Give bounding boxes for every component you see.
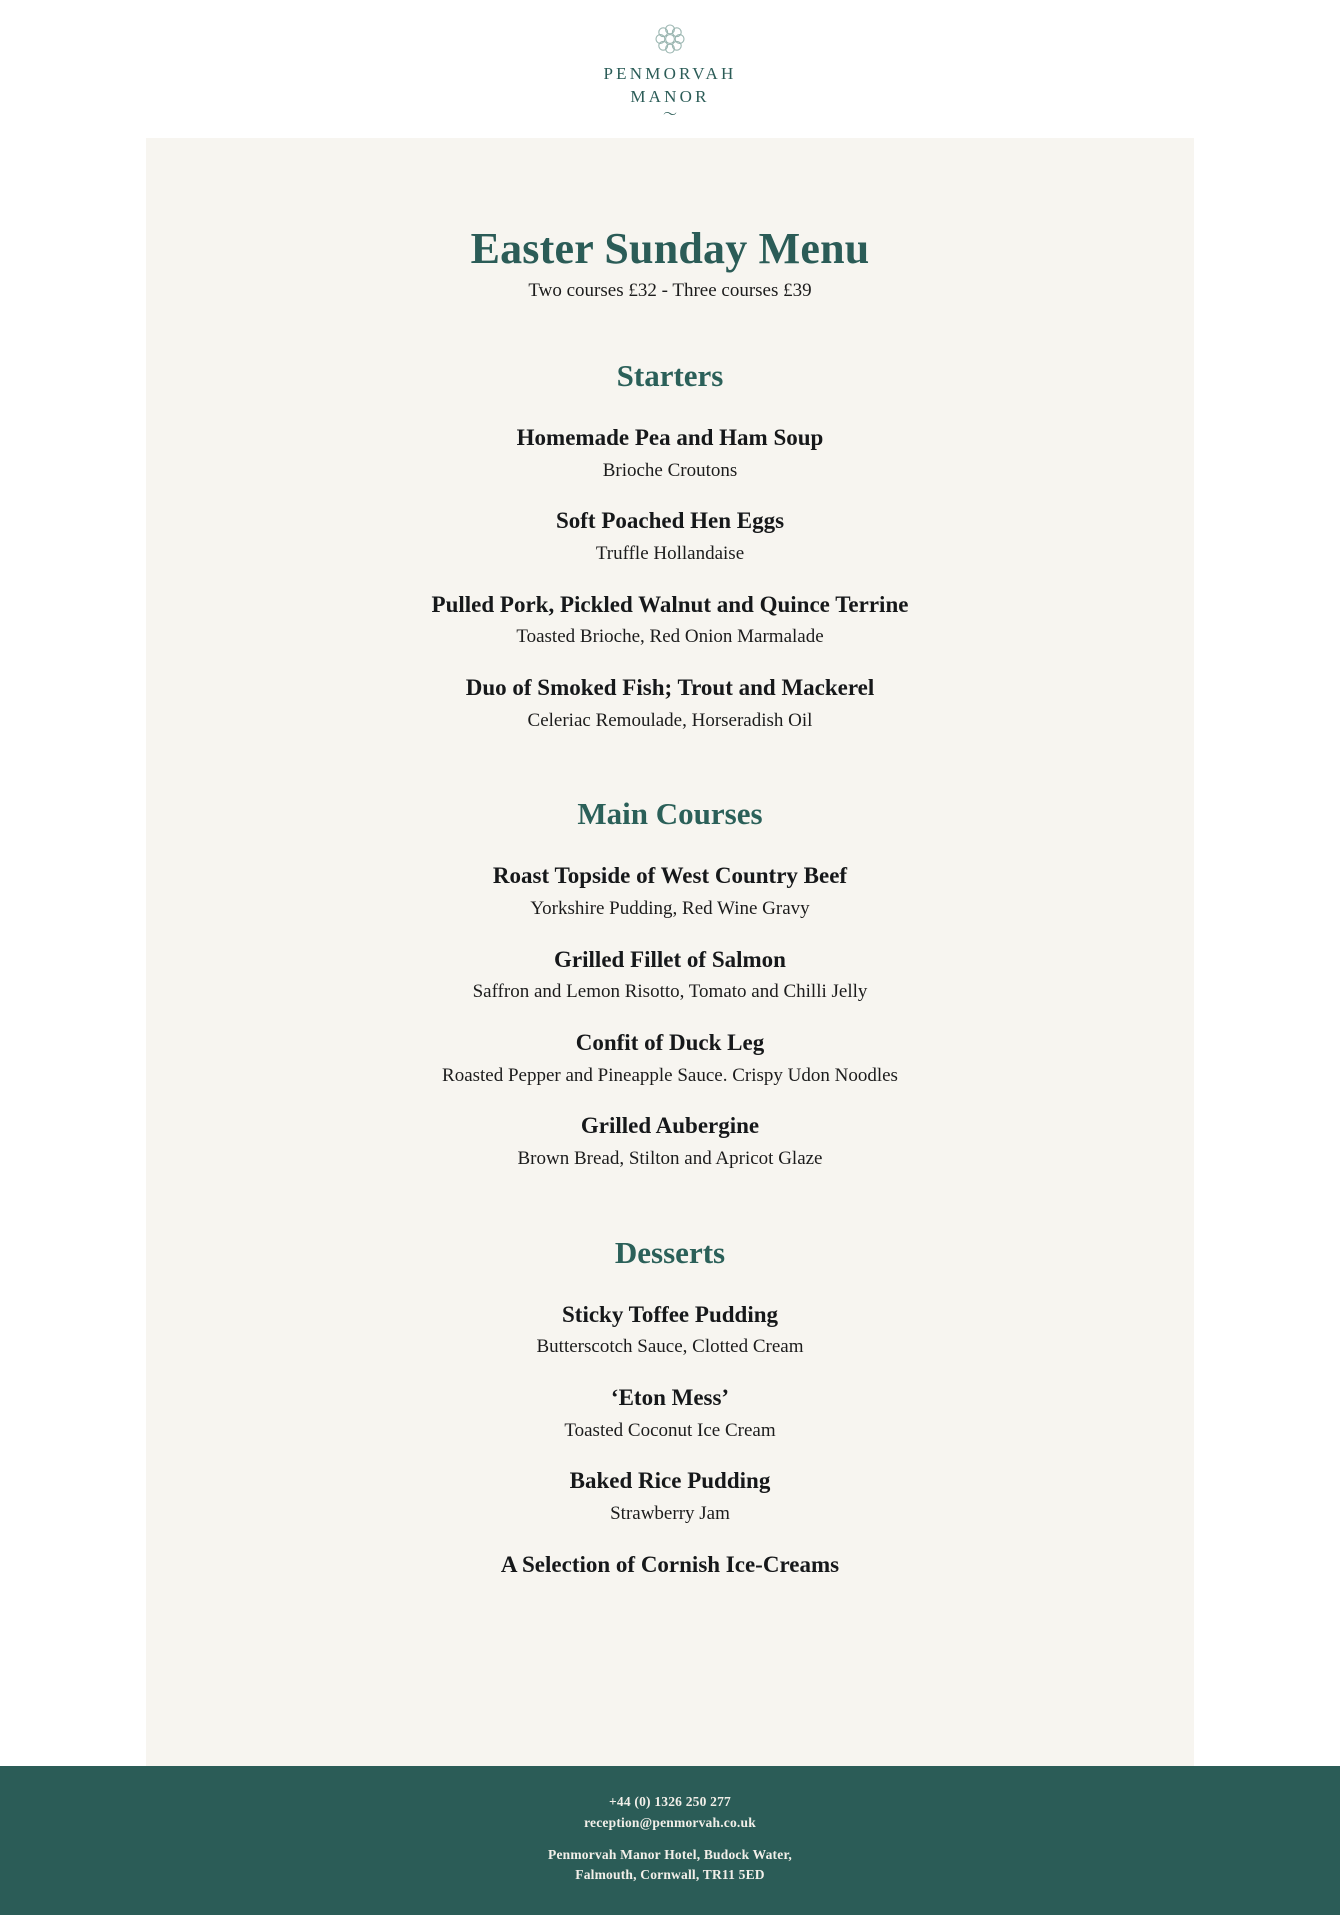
page-title: Easter Sunday Menu xyxy=(470,224,870,273)
section-title: Starters xyxy=(616,358,724,393)
menu-item xyxy=(206,1551,1134,1579)
menu-item xyxy=(206,1112,1134,1170)
menu-item xyxy=(206,862,1134,920)
menu-item xyxy=(206,424,1134,482)
dish-name: ‘Eton Mess’ xyxy=(610,1385,730,1411)
section-main-courses xyxy=(206,796,1134,1170)
dish-description: Roasted Pepper and Pineapple Sauce. Crispy Udon Noodles xyxy=(442,1064,898,1086)
dish-name: Sticky Toffee Pudding xyxy=(562,1301,778,1327)
menu-sheet xyxy=(146,138,1194,1766)
section-title: Main Courses xyxy=(577,796,763,832)
section-spacer xyxy=(206,770,1134,796)
dish-description: Truffle Hollandaise xyxy=(595,542,745,564)
floral-rosette-icon xyxy=(648,17,692,61)
dish-description: Toasted Brioche, Red Onion Marmalade xyxy=(516,626,824,648)
dish-name: Pulled Pork, Pickled Walnut and Quince Terrine xyxy=(431,591,909,617)
menu-item xyxy=(206,1029,1134,1087)
dish-description: Brown Bread, Stilton and Apricot Glaze xyxy=(517,1148,823,1169)
brand-logo[interactable] xyxy=(604,17,737,122)
dish-description: Brioche Croutons xyxy=(602,459,738,481)
site-footer xyxy=(0,1766,1340,1915)
section-starters xyxy=(206,358,1134,732)
footer-address-line-2: Falmouth, Cornwall, TR11 5ED xyxy=(575,1867,765,1883)
section-spacer xyxy=(206,1209,1134,1235)
dish-description: Toasted Coconut Ice Cream xyxy=(564,1419,776,1441)
dish-description: Strawberry Jam xyxy=(610,1503,730,1525)
menu-item xyxy=(206,1467,1134,1525)
dish-description: Butterscotch Sauce, Clotted Cream xyxy=(536,1336,804,1358)
menu-sheet-wrap xyxy=(0,138,1340,1766)
brand-swash: 〜 xyxy=(663,108,677,124)
dish-name: A Selection of Cornish Ice-Creams xyxy=(500,1551,840,1577)
dish-name: Confit of Duck Leg xyxy=(575,1030,765,1056)
section-desserts xyxy=(206,1235,1134,1579)
dish-name: Grilled Fillet of Salmon xyxy=(554,946,786,972)
menu-item xyxy=(206,946,1134,1004)
brand-name: PENMORVAH xyxy=(603,63,737,83)
menu-item xyxy=(206,507,1134,565)
price-line: Two courses £32 - Three courses £39 xyxy=(528,280,812,301)
menu-item xyxy=(206,1384,1134,1442)
section-title: Desserts xyxy=(614,1234,726,1270)
dish-name: Soft Poached Hen Eggs xyxy=(555,508,785,534)
footer-email[interactable]: reception@penmorvah.co.uk xyxy=(584,1814,756,1830)
footer-address-line-1: Penmorvah Manor Hotel, Budock Water, xyxy=(548,1846,792,1862)
menu-item xyxy=(206,1301,1134,1359)
dish-name: Grilled Aubergine xyxy=(580,1113,760,1139)
dish-description: Celeriac Remoulade, Horseradish Oil xyxy=(527,709,813,731)
dish-name: Duo of Smoked Fish; Trout and Mackerel xyxy=(465,675,875,701)
dish-description: Yorkshire Pudding, Red Wine Gravy xyxy=(530,897,810,919)
dish-description: Saffron and Lemon Risotto, Tomato and Chilli Jelly xyxy=(472,981,868,1003)
footer-phone[interactable]: +44 (0) 1326 250 277 xyxy=(609,1794,731,1810)
brand-subname: MANOR xyxy=(630,86,710,106)
menu-item xyxy=(206,591,1134,649)
dish-name: Baked Rice Pudding xyxy=(569,1468,771,1494)
site-header xyxy=(0,0,1340,138)
menu-item xyxy=(206,674,1134,732)
dish-name: Homemade Pea and Ham Soup xyxy=(516,425,824,450)
dish-name: Roast Topside of West Country Beef xyxy=(492,863,848,889)
